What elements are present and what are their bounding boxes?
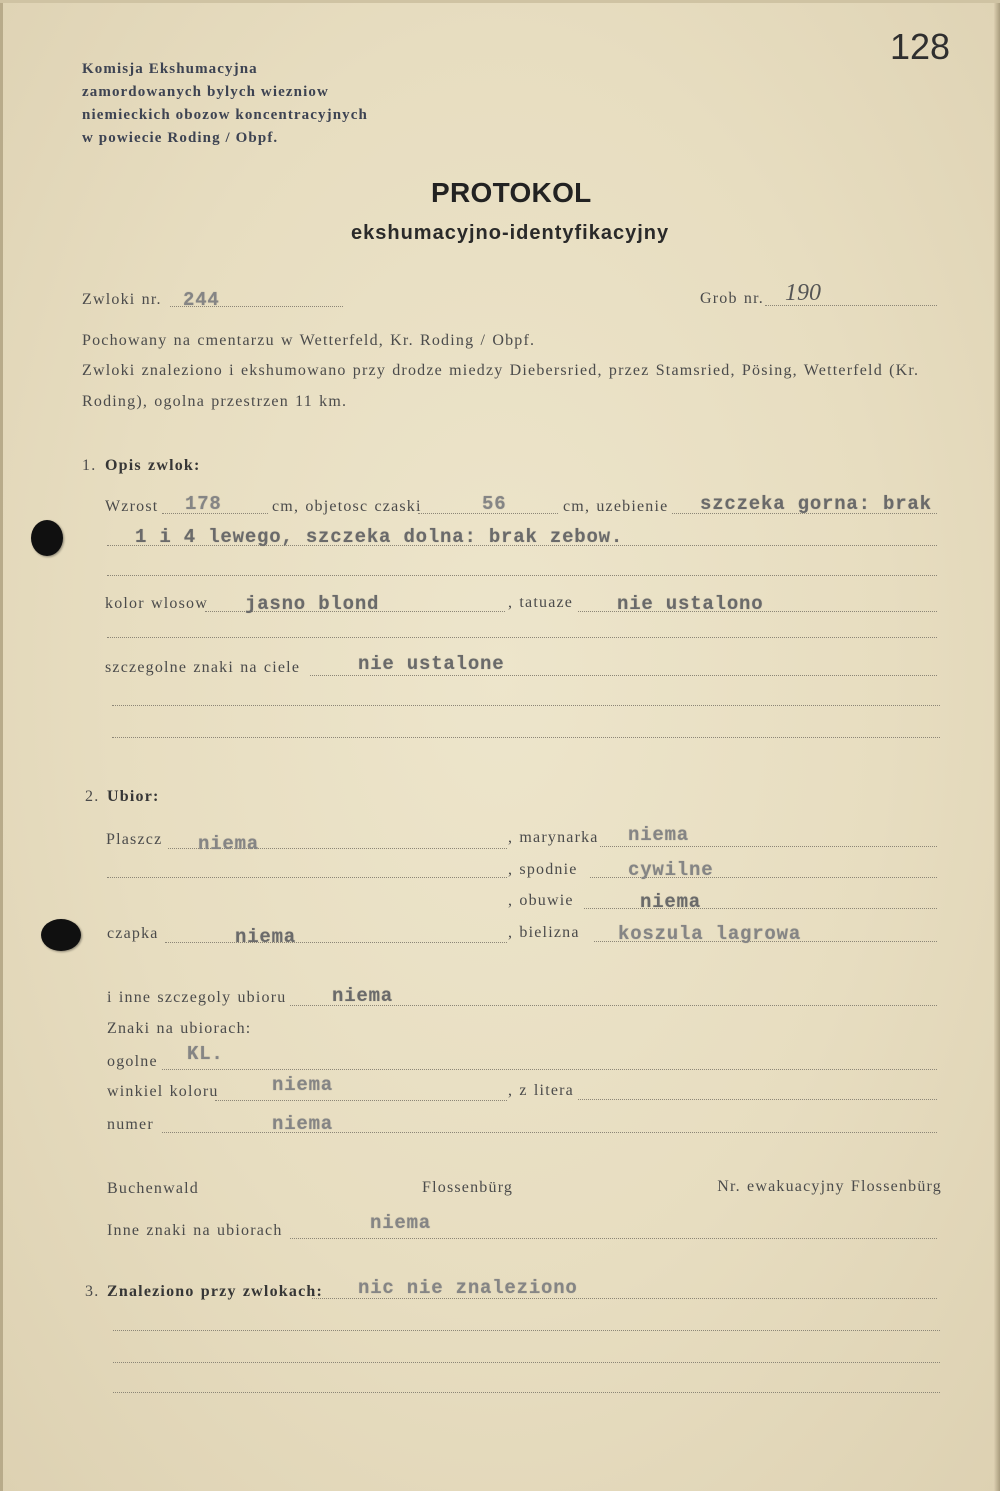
fill-line (578, 1099, 937, 1100)
hair-color-value: jasno blond (245, 593, 380, 615)
header-line: niemieckich obozow koncentracyjnych (82, 107, 368, 123)
body-marks-value: nie ustalone (358, 653, 505, 675)
coat-value: niema (198, 833, 260, 855)
cap-label: czapka (107, 925, 159, 942)
teeth-label: cm, uzebienie (563, 498, 669, 515)
fill-line (113, 1392, 940, 1393)
jacket-label: , marynarka (508, 829, 599, 846)
document-subtitle: ekshumacyjno-identyfikacyjny (351, 222, 670, 244)
punch-hole (31, 520, 63, 556)
trousers-value: cywilne (628, 859, 714, 881)
other-marks-value: niema (370, 1212, 432, 1234)
body-number-value: 244 (183, 289, 220, 311)
section-number: 1. (82, 457, 97, 474)
fill-line (162, 1069, 937, 1070)
underwear-value: koszula lagrowa (618, 923, 802, 945)
underwear-label: , bielizna (508, 924, 580, 941)
height-value: 178 (185, 493, 222, 515)
other-clothing-value: niema (332, 985, 394, 1007)
camp-buchenwald: Buchenwald (107, 1180, 199, 1197)
prisoner-number-value: niema (272, 1113, 334, 1135)
prisoner-number-label: numer (107, 1116, 154, 1133)
triangle-color-label: winkiel koloru (107, 1083, 219, 1100)
header-line: zamordowanych bylych wiezniow (82, 84, 329, 100)
fill-line (310, 675, 937, 676)
skull-label: cm, objetosc czaski (272, 498, 422, 515)
fill-line (107, 877, 507, 878)
fill-line (600, 846, 937, 847)
tattoo-value: nie ustalono (617, 593, 764, 615)
fill-line (290, 1238, 937, 1239)
triangle-color-value: niema (272, 1074, 334, 1096)
other-clothing-label: i inne szczegoly ubioru (107, 989, 287, 1006)
height-label: Wzrost (105, 498, 159, 515)
fill-line (165, 942, 507, 943)
fill-line (112, 737, 940, 738)
skull-value: 56 (482, 493, 507, 515)
body-marks-label: szczegolne znaki na ciele (105, 659, 301, 676)
findings-value: nic nie znaleziono (358, 1277, 578, 1299)
evacuation-number-flossenburg: Nr. ewakuacyjny Flossenbürg (717, 1178, 942, 1195)
section-heading: Ubior: (107, 788, 160, 805)
other-marks-label: Inne znaki na ubiorach (107, 1222, 283, 1239)
punch-hole (41, 919, 81, 951)
page-number: 128 (890, 26, 951, 67)
section-number: 3. (85, 1283, 100, 1300)
jacket-value: niema (628, 824, 690, 846)
cap-value: niema (235, 926, 297, 948)
teeth-value: szczeka gorna: brak (700, 493, 932, 515)
tattoo-label: , tatuaze (508, 594, 574, 611)
fill-line (107, 637, 937, 638)
fill-line (112, 705, 940, 706)
general-marks-value: KL. (187, 1043, 224, 1065)
paper-edge-right (994, 0, 1000, 1491)
shoes-label: , obuwie (508, 892, 574, 909)
fill-line (107, 575, 937, 576)
general-marks-label: ogolne (107, 1053, 158, 1070)
section-heading: Znaleziono przy zwlokach: (107, 1283, 323, 1300)
grave-number-label: Grob nr. (700, 290, 764, 307)
grave-number-value: 190 (785, 280, 821, 306)
fill-line (113, 1330, 940, 1331)
header-line: Komisja Ekshumacyjna (82, 61, 258, 77)
section-heading: Opis zwlok: (105, 457, 201, 474)
fill-line (215, 1100, 507, 1101)
fill-line (584, 908, 937, 909)
paper-edge-top (0, 0, 1000, 3)
camp-flossenburg: Flossenbürg (422, 1179, 514, 1196)
clothing-marks-heading: Znaki na ubiorach: (107, 1020, 252, 1037)
cemetery-line: Pochowany na cmentarzu w Wetterfeld, Kr. Roding / Obpf. (82, 332, 536, 349)
teeth-value-continued: 1 i 4 lewego, szczeka dolna: brak zebow. (135, 526, 624, 548)
trousers-label: , spodnie (508, 861, 578, 878)
document-title: PROTOKOL (431, 177, 592, 208)
shoes-value: niema (640, 891, 702, 913)
paper-edge-left (0, 0, 3, 1491)
letter-label: , z litera (508, 1082, 574, 1099)
found-line: Roding), ogolna przestrzen 11 km. (82, 393, 348, 410)
hair-color-label: kolor wlosow (105, 595, 208, 612)
coat-label: Plaszcz (106, 831, 163, 848)
body-number-label: Zwloki nr. (82, 291, 162, 308)
found-line: Zwloki znaleziono i ekshumowano przy drodze miedzy Diebersried, przez Stamsried, Pösing, Wetterfeld (Kr. (82, 362, 920, 379)
fill-line (113, 1362, 940, 1363)
section-number: 2. (85, 788, 100, 805)
header-line: w powiecie Roding / Obpf. (82, 130, 279, 146)
